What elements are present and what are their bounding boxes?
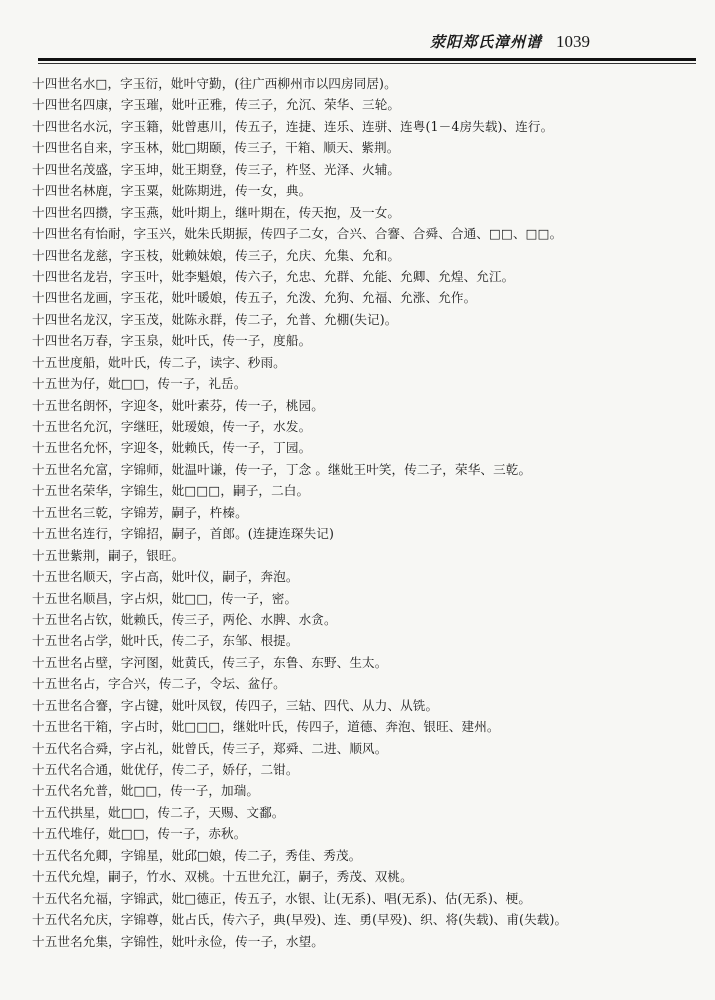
genealogy-line: 十五世名占钦，妣赖氏，传三子，两伦、水脾、水贪。 — [32, 611, 337, 627]
genealogy-line: 十四世名龙慈，字玉枝，妣赖妹娘，传三子，允庆、允集、允和。 — [32, 247, 401, 263]
genealogy-line: 十四世名四康，字玉璀，妣叶正雅，传三子，允沉、荣华、三轮。 — [32, 97, 401, 113]
genealogy-line: 十五世度船，妣叶氏，传二子，读字、秒雨。 — [32, 354, 286, 370]
genealogy-line: 十五世为仔，妣□□，传一子，礼岳。 — [32, 376, 247, 392]
genealogy-line: 十五世名朗怀，字迎冬，妣叶素芬，传一子，桃园。 — [32, 397, 324, 413]
genealogy-line: 十四世名龙画，字玉花，妣叶暖娘，传五子，允泼、允狗、允福、允涨、允作。 — [32, 290, 477, 306]
genealogy-line: 十五代名合舜，字占礼，妣曾氏，传三子，郑舜、二进、顺风。 — [32, 740, 388, 756]
genealogy-line: 十五代名允卿，字锦星，妣邱□娘，传二子，秀佳、秀茂。 — [32, 847, 362, 863]
header-rule-thin — [38, 63, 696, 64]
genealogy-line: 十五代名允庆，字锦尊，妣占氏，传六子，典(早殁)、连、勇(早殁)、织、将(失载)、甫(失载)。 — [32, 912, 568, 928]
genealogy-line: 十五世名允沉，字继旺，妣瑷娘，传一子，水发。 — [32, 419, 312, 434]
genealogy-line: 十五世名顺昌，字占炽，妣□□，传一子，密。 — [32, 590, 298, 606]
genealogy-line: 十四世名林鹿，字玉粟，妣陈期进，传一女，典。 — [32, 183, 312, 199]
genealogy-line: 十五代名允普，妣□□，传一子，加瑞。 — [32, 783, 260, 799]
genealogy-line: 十五世名允集，字锦性，妣叶永俭，传一子，水望。 — [32, 933, 324, 949]
genealogy-line: 十五世名占，字合兴，传二子，令坛、盆仔。 — [32, 676, 286, 692]
genealogy-line: 十五世名顺天，字占高，妣叶仪，嗣子，奔泡。 — [32, 569, 299, 585]
genealogy-line: 十五世名荣华，字锦生，妣□□□，嗣子，二白。 — [32, 483, 310, 499]
genealogy-line: 十五世名干箱，字占时，妣□□□，继妣叶氏，传四子，道德、奔泡、银旺、建州。 — [32, 719, 500, 735]
genealogy-line: 十五世名允怀，字迎冬，妣赖氏，传一子，丁园。 — [32, 440, 312, 456]
genealogy-line: 十五世名允富，字锦师，妣温叶谦，传一子，丁念 。继妣王叶笑，传二子，荣华、三乾。 — [32, 461, 532, 477]
genealogy-line: 十五世紫荆，嗣子，银旺。 — [32, 547, 185, 563]
genealogy-line: 十五世名连行，字锦招，嗣子，首郎。(连捷连琛失记) — [32, 526, 334, 542]
genealogy-line: 十四世名水沅，字玉籍，妣曾惠川，传五子，连捷、连乐、连骈、连粤(1－4房失载)、连行。 — [32, 118, 554, 134]
genealogy-entries — [32, 73, 692, 952]
genealogy-line: 十四世名水□，字玉衍，妣叶守勤，(往广西柳州市以四房同居)。 — [32, 76, 397, 91]
genealogy-line: 十四世名四攒，字玉燕，妣叶期上，继叶期在，传天抱，及一女。 — [32, 204, 401, 220]
genealogy-line: 十四世名万春，字玉泉，妣叶氏，传一子，度船。 — [32, 333, 312, 349]
genealogy-line: 十五世名三乾，字锦芳，嗣子，杵榛。 — [32, 504, 248, 520]
genealogy-line: 十四世名有怡耐，字玉兴，妣朱氏期振，传四子二女，合兴、合謇、合舜、合通、□□、□□。 — [32, 226, 563, 242]
genealogy-line: 十五代名允福，字锦武，妣□德正，传五子，水银、让(无系)、唱(无系)、估(无系)、梗。 — [32, 890, 532, 906]
header-rule — [38, 58, 696, 61]
header-title: 荥阳郑氏漳州谱 — [430, 33, 543, 51]
running-header — [430, 31, 700, 57]
genealogy-line: 十四世名龙岩，字玉叶，妣李魁娘，传六子，允忠、允群、允能、允卿、允煌、允江。 — [32, 268, 515, 284]
genealogy-line: 十四世名龙汉，字玉茂，妣陈永群，传二子，允普、允棚(失记)。 — [32, 311, 398, 327]
genealogy-line: 十五世名合謇，字占键，妣叶凤钗，传四子，三轱、四代、从力、从铣。 — [32, 697, 439, 713]
page-number: 1039 — [556, 32, 591, 51]
genealogy-line: 十四世名茂盛，字玉坤，妣王期登，传三子，杵竖、光泽、火辅。 — [32, 161, 401, 177]
genealogy-line: 十五代拱星，妣□□，传二子，天赐、文鄱。 — [32, 804, 285, 820]
genealogy-line: 十五代允煌，嗣子，竹水、双桃。十五世允江，嗣子，秀茂、双桃。 — [32, 869, 413, 885]
genealogy-line: 十五世名占壁，字河图，妣黄氏，传三子，东鲁、东野、生太。 — [32, 654, 388, 670]
genealogy-line: 十五代名合通，妣优仔，传二子，娇仔，二钳。 — [32, 762, 299, 777]
genealogy-line: 十四世名自来，字玉林，妣□期颐，传三子，干箱、顺天、紫荆。 — [32, 140, 400, 156]
genealogy-line: 十五世名占学，妣叶氏，传二子，东邹、根提。 — [32, 633, 299, 649]
genealogy-line: 十五代堆仔，妣□□，传一子，赤秋。 — [32, 826, 247, 842]
